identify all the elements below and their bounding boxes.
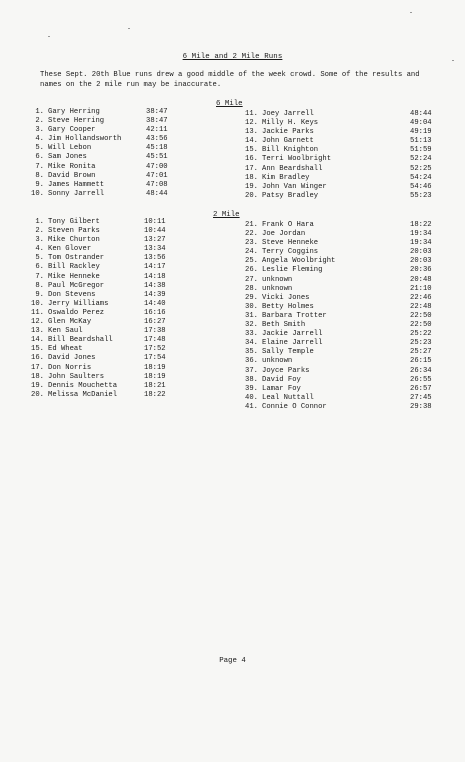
place-number: 14.: [31, 336, 44, 345]
place-number: 24.: [245, 248, 258, 257]
finish-time: 14:17: [144, 263, 166, 272]
finish-time: 19:34: [410, 230, 432, 239]
runner-name: Patsy Bradley: [262, 191, 319, 200]
finish-time: 55:23: [410, 191, 432, 200]
finish-time: 10:11: [144, 218, 166, 226]
place-number: 19.: [31, 381, 44, 390]
finish-time: 45:18: [146, 144, 168, 153]
finish-time: 47:00: [146, 162, 168, 171]
runner-name: Terry Coggins: [262, 248, 319, 257]
place-number: 5.: [35, 144, 44, 153]
two-mile-heading: 2 Mile: [213, 211, 240, 219]
finish-time: 17:48: [144, 336, 166, 345]
result-row: [244, 137, 434, 146]
place-number: 19.: [245, 182, 258, 191]
result-row: [30, 190, 180, 199]
place-number: 3.: [35, 236, 44, 245]
finish-time: 45:51: [146, 153, 168, 162]
finish-time: 25:27: [410, 348, 432, 357]
place-number: 13.: [245, 128, 258, 137]
intro-paragraph: These Sept. 20th Blue runs drew a good middle of the week crowd. Some of the results and names on the 2 mile run may be inaccurate.: [40, 71, 420, 89]
place-number: 30.: [245, 302, 258, 311]
finish-time: 18:22: [410, 221, 432, 229]
place-number: 20.: [245, 191, 258, 200]
finish-time: 16:16: [144, 308, 166, 317]
scan-speck: [48, 36, 50, 37]
six-mile-heading: 6 Mile: [216, 100, 243, 108]
runner-name: Barbara Trotter: [262, 311, 327, 320]
result-row: [244, 294, 434, 303]
place-number: 35.: [245, 348, 258, 357]
runner-name: Jim Hollandsworth: [48, 135, 122, 144]
result-row: [244, 192, 434, 201]
result-row: [30, 345, 180, 354]
result-row: [30, 218, 180, 227]
place-number: 18.: [31, 372, 44, 381]
finish-time: 48:44: [410, 110, 432, 118]
finish-time: 51:59: [410, 146, 432, 155]
place-number: 2.: [35, 227, 44, 236]
runner-name: Will Lebon: [48, 144, 92, 153]
finish-time: 22:46: [410, 293, 432, 302]
scan-speck: [410, 12, 412, 13]
place-number: 16.: [31, 354, 44, 363]
runner-name: Steve Herring: [48, 117, 105, 126]
runner-name: Tom Ostrander: [48, 254, 105, 263]
place-number: 8.: [35, 281, 44, 290]
place-number: 9.: [35, 180, 44, 189]
place-number: 26.: [245, 266, 258, 275]
runner-name: Mike Ronita: [48, 162, 96, 171]
result-row: [30, 117, 180, 126]
finish-time: 49:04: [410, 119, 432, 128]
place-number: 32.: [245, 321, 258, 330]
result-row: [30, 245, 180, 254]
place-number: 1.: [35, 108, 44, 116]
place-number: 25.: [245, 257, 258, 266]
finish-time: 19:34: [410, 239, 432, 248]
place-number: 23.: [245, 239, 258, 248]
result-row: [244, 248, 434, 257]
place-number: 4.: [35, 245, 44, 254]
finish-time: 22:50: [410, 321, 432, 330]
place-number: 10.: [31, 299, 44, 308]
place-number: 17.: [31, 363, 44, 372]
two-mile-right-column: [244, 221, 434, 412]
result-row: [244, 110, 434, 119]
result-row: [244, 183, 434, 192]
finish-time: 25:22: [410, 330, 432, 339]
runner-name: Bill Rackley: [48, 263, 100, 272]
runner-name: Betty Holmes: [262, 302, 314, 311]
runner-name: John Van Winger: [262, 182, 327, 191]
place-number: 29.: [245, 293, 258, 302]
finish-time: 22:48: [410, 302, 432, 311]
runner-name: Beth Smith: [262, 321, 306, 330]
place-number: 17.: [245, 164, 258, 173]
finish-time: 13:34: [144, 245, 166, 254]
result-row: [244, 276, 434, 285]
place-number: 37.: [245, 366, 258, 375]
result-row: [30, 227, 180, 236]
runner-name: Jackie Jarrell: [262, 330, 323, 339]
runner-name: Steve Henneke: [262, 239, 319, 248]
finish-time: 26:34: [410, 366, 432, 375]
result-row: [244, 403, 434, 412]
runner-name: Joyce Parks: [262, 366, 310, 375]
runner-name: Glen McKay: [48, 318, 92, 327]
runner-name: David Jones: [48, 354, 96, 363]
result-row: [30, 126, 180, 135]
finish-time: 18:19: [144, 363, 166, 372]
result-row: [30, 144, 180, 153]
finish-time: 18:19: [144, 372, 166, 381]
finish-time: 18:22: [144, 390, 166, 399]
place-number: 38.: [245, 375, 258, 384]
place-number: 1.: [35, 218, 44, 226]
result-row: [244, 119, 434, 128]
result-row: [244, 128, 434, 137]
place-number: 31.: [245, 311, 258, 320]
place-number: 14.: [245, 137, 258, 146]
runner-name: James Hammett: [48, 180, 105, 189]
finish-time: 43:56: [146, 135, 168, 144]
runner-name: Steven Parks: [48, 227, 100, 236]
place-number: 22.: [245, 230, 258, 239]
place-number: 20.: [31, 390, 44, 399]
runner-name: Ken Glover: [48, 245, 92, 254]
runner-name: Sally Temple: [262, 348, 314, 357]
result-row: [30, 181, 180, 190]
runner-name: David Brown: [48, 171, 96, 180]
place-number: 4.: [35, 135, 44, 144]
finish-time: 17:54: [144, 354, 166, 363]
runner-name: Leal Nuttall: [262, 393, 314, 402]
result-row: [244, 165, 434, 174]
finish-time: 51:13: [410, 137, 432, 146]
finish-time: 48:44: [146, 189, 168, 198]
place-number: 6.: [35, 263, 44, 272]
place-number: 6.: [35, 153, 44, 162]
runner-name: John Saulters: [48, 372, 105, 381]
runner-name: Mike Churton: [48, 236, 100, 245]
runner-name: Lamar Foy: [262, 384, 301, 393]
result-row: [244, 385, 434, 394]
runner-name: Joe Jordan: [262, 230, 306, 239]
finish-time: 14:38: [144, 281, 166, 290]
runner-name: Jackie Parks: [262, 128, 314, 137]
result-row: [244, 303, 434, 312]
result-row: [30, 273, 180, 282]
finish-time: 22:50: [410, 311, 432, 320]
result-row: [30, 236, 180, 245]
runner-name: Vicki Jones: [262, 293, 310, 302]
runner-name: unknown: [262, 357, 293, 366]
finish-time: 21:10: [410, 284, 432, 293]
place-number: 41.: [245, 402, 258, 411]
finish-time: 47:01: [146, 171, 168, 180]
finish-time: 14:18: [144, 272, 166, 281]
result-row: [244, 146, 434, 155]
place-number: 7.: [35, 162, 44, 171]
runner-name: unknown: [262, 284, 293, 293]
place-number: 18.: [245, 173, 258, 182]
runner-name: Joey Jarrell: [262, 110, 314, 118]
place-number: 9.: [35, 290, 44, 299]
result-row: [244, 257, 434, 266]
result-row: [30, 135, 180, 144]
finish-time: 38:47: [146, 108, 168, 116]
place-number: 8.: [35, 171, 44, 180]
result-row: [30, 309, 180, 318]
result-row: [244, 348, 434, 357]
result-row: [30, 327, 180, 336]
result-row: [244, 285, 434, 294]
result-row: [244, 266, 434, 275]
runner-name: Bill Knighton: [262, 146, 319, 155]
page-title: 6 Mile and 2 Mile Runs: [182, 53, 283, 61]
result-row: [30, 300, 180, 309]
result-row: [244, 376, 434, 385]
runner-name: Frank O Hara: [262, 221, 314, 229]
result-row: [30, 172, 180, 181]
finish-time: 26:55: [410, 375, 432, 384]
result-row: [244, 330, 434, 339]
result-row: [30, 318, 180, 327]
result-row: [244, 230, 434, 239]
result-row: [30, 153, 180, 162]
runner-name: Gary Cooper: [48, 126, 96, 135]
runner-name: Dennis Mouchetta: [48, 381, 118, 390]
finish-time: 13:56: [144, 254, 166, 263]
runner-name: Leslie Fleming: [262, 266, 323, 275]
place-number: 11.: [245, 110, 258, 118]
result-row: [244, 339, 434, 348]
place-number: 40.: [245, 393, 258, 402]
runner-name: Ed Wheat: [48, 345, 83, 354]
place-number: 36.: [245, 357, 258, 366]
finish-time: 49:19: [410, 128, 432, 137]
finish-time: 16:27: [144, 318, 166, 327]
finish-time: 25:23: [410, 339, 432, 348]
finish-time: 52:25: [410, 164, 432, 173]
result-row: [30, 263, 180, 272]
finish-time: 17:52: [144, 345, 166, 354]
result-row: [244, 357, 434, 366]
runner-name: Mike Henneke: [48, 272, 100, 281]
result-row: [30, 336, 180, 345]
finish-time: 38:47: [146, 117, 168, 126]
runner-name: Ken Saul: [48, 327, 83, 336]
place-number: 34.: [245, 339, 258, 348]
result-row: [30, 163, 180, 172]
place-number: 39.: [245, 384, 258, 393]
scan-speck: [128, 28, 130, 29]
runner-name: Oswaldo Perez: [48, 308, 105, 317]
runner-name: Elaine Jarrell: [262, 339, 323, 348]
place-number: 11.: [31, 308, 44, 317]
runner-name: Terri Woolbright: [262, 155, 332, 164]
place-number: 21.: [245, 221, 258, 229]
runner-name: Jerry Williams: [48, 299, 109, 308]
place-number: 15.: [31, 345, 44, 354]
result-row: [30, 291, 180, 300]
place-number: 2.: [35, 117, 44, 126]
runner-name: Kim Bradley: [262, 173, 310, 182]
finish-time: 20:48: [410, 275, 432, 284]
runner-name: Don Norris: [48, 363, 92, 372]
finish-time: 42:11: [146, 126, 168, 135]
result-row: [30, 108, 180, 117]
runner-name: Sonny Jarrell: [48, 189, 105, 198]
finish-time: 20:36: [410, 266, 432, 275]
place-number: 16.: [245, 155, 258, 164]
finish-time: 47:08: [146, 180, 168, 189]
six-mile-right-column: [244, 110, 434, 201]
result-row: [244, 239, 434, 248]
finish-time: 52:24: [410, 155, 432, 164]
finish-time: 14:39: [144, 290, 166, 299]
place-number: 10.: [31, 189, 44, 198]
finish-time: 14:40: [144, 299, 166, 308]
runner-name: Paul McGregor: [48, 281, 105, 290]
result-row: [244, 312, 434, 321]
runner-name: Tony Gilbert: [48, 218, 100, 226]
finish-time: 26:15: [410, 357, 432, 366]
place-number: 33.: [245, 330, 258, 339]
finish-time: 27:45: [410, 393, 432, 402]
result-row: [30, 373, 180, 382]
place-number: 15.: [245, 146, 258, 155]
result-row: [244, 174, 434, 183]
finish-time: 10:44: [144, 227, 166, 236]
result-row: [244, 394, 434, 403]
runner-name: Milly H. Keys: [262, 119, 319, 128]
result-row: [30, 254, 180, 263]
runner-name: Angela Woolbright: [262, 257, 336, 266]
place-number: 27.: [245, 275, 258, 284]
finish-time: 54:46: [410, 182, 432, 191]
place-number: 28.: [245, 284, 258, 293]
result-row: [30, 354, 180, 363]
runner-name: Don Stevens: [48, 290, 96, 299]
finish-time: 29:38: [410, 402, 432, 411]
runner-name: Connie O Connor: [262, 402, 327, 411]
place-number: 12.: [245, 119, 258, 128]
runner-name: Ann Beardshall: [262, 164, 323, 173]
place-number: 12.: [31, 318, 44, 327]
place-number: 5.: [35, 254, 44, 263]
result-row: [244, 221, 434, 230]
runner-name: unknown: [262, 275, 293, 284]
finish-time: 54:24: [410, 173, 432, 182]
runner-name: Melissa McDaniel: [48, 390, 118, 399]
result-row: [30, 382, 180, 391]
result-row: [30, 391, 180, 400]
two-mile-left-column: [30, 218, 180, 400]
finish-time: 26:57: [410, 384, 432, 393]
finish-time: 18:21: [144, 381, 166, 390]
finish-time: 20:03: [410, 248, 432, 257]
result-row: [244, 367, 434, 376]
finish-time: 20:03: [410, 257, 432, 266]
runner-name: Gary Herring: [48, 108, 100, 116]
finish-time: 17:38: [144, 327, 166, 336]
place-number: 7.: [35, 272, 44, 281]
place-number: 13.: [31, 327, 44, 336]
result-row: [244, 321, 434, 330]
runner-name: David Foy: [262, 375, 301, 384]
runner-name: John Garnett: [262, 137, 314, 146]
page-number: Page 4: [219, 657, 246, 665]
result-row: [30, 282, 180, 291]
six-mile-left-column: [30, 108, 180, 199]
finish-time: 13:27: [144, 236, 166, 245]
result-row: [30, 364, 180, 373]
result-row: [244, 155, 434, 164]
runner-name: Sam Jones: [48, 153, 87, 162]
runner-name: Bill Beardshall: [48, 336, 113, 345]
place-number: 3.: [35, 126, 44, 135]
